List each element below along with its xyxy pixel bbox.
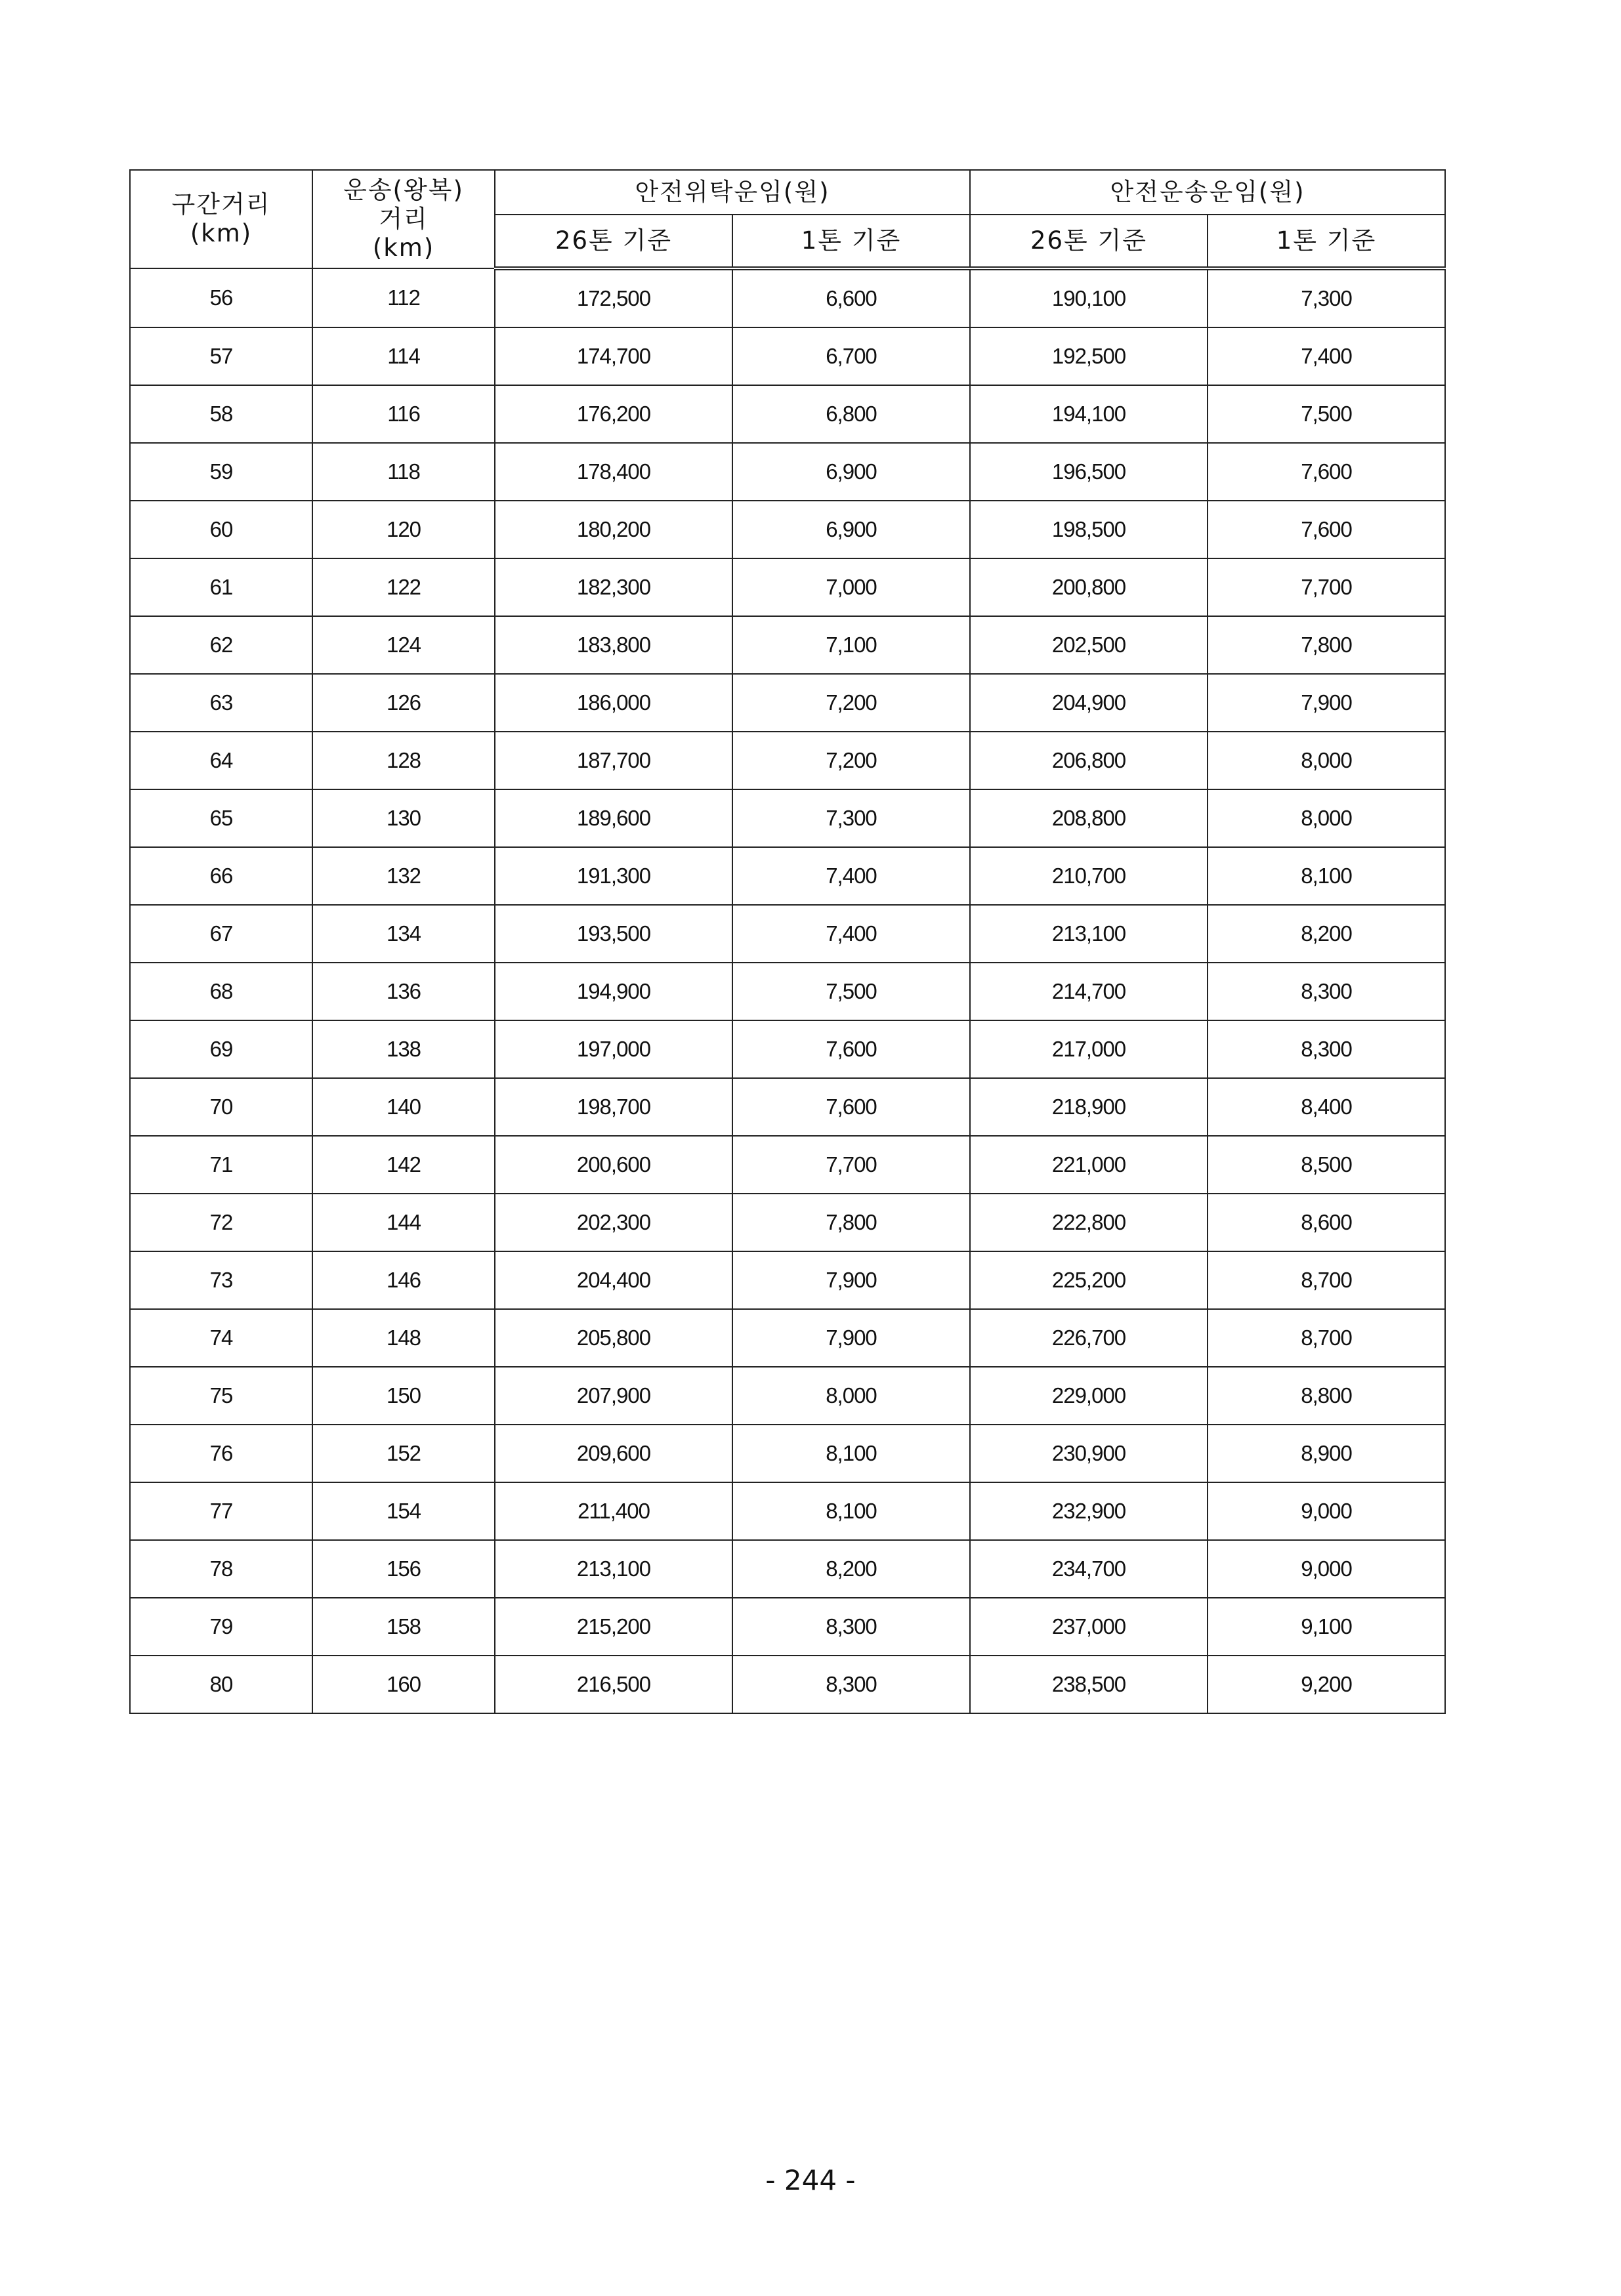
cell-transport-distance: 128 xyxy=(312,732,495,789)
cell-transport-1ton: 8,200 xyxy=(1208,905,1445,963)
cell-consignment-1ton: 7,800 xyxy=(732,1194,970,1251)
table-row xyxy=(130,1367,1445,1425)
table-row xyxy=(130,732,1445,789)
cell-consignment-26ton: 174,700 xyxy=(495,327,732,385)
cell-transport-1ton: 9,000 xyxy=(1208,1540,1445,1598)
cell-transport-distance: 158 xyxy=(312,1598,495,1656)
cell-transport-26ton: 229,000 xyxy=(970,1367,1208,1425)
cell-transport-1ton: 8,700 xyxy=(1208,1251,1445,1309)
header-section-distance-line1: 구간거리 xyxy=(171,190,271,219)
cell-transport-26ton: 238,500 xyxy=(970,1656,1208,1713)
table-row xyxy=(130,1251,1445,1309)
cell-consignment-26ton: 189,600 xyxy=(495,789,732,847)
header-section-distance-line2: (km) xyxy=(190,219,253,247)
cell-transport-1ton: 7,800 xyxy=(1208,616,1445,674)
page-number: - 244 - xyxy=(765,2164,856,2196)
cell-transport-26ton: 206,800 xyxy=(970,732,1208,789)
cell-consignment-26ton: 187,700 xyxy=(495,732,732,789)
cell-transport-26ton: 196,500 xyxy=(970,443,1208,501)
cell-transport-26ton: 237,000 xyxy=(970,1598,1208,1656)
cell-transport-distance: 152 xyxy=(312,1425,495,1482)
cell-consignment-26ton: 207,900 xyxy=(495,1367,732,1425)
table-row xyxy=(130,963,1445,1020)
cell-transport-distance: 160 xyxy=(312,1656,495,1713)
header-consignment-1ton: 1톤 기준 xyxy=(732,215,970,268)
cell-consignment-26ton: 211,400 xyxy=(495,1482,732,1540)
table-row xyxy=(130,616,1445,674)
cell-transport-26ton: 204,900 xyxy=(970,674,1208,732)
table-row xyxy=(130,385,1445,443)
cell-consignment-26ton: 172,500 xyxy=(495,268,732,327)
cell-transport-distance: 114 xyxy=(312,327,495,385)
cell-transport-1ton: 8,600 xyxy=(1208,1194,1445,1251)
cell-consignment-1ton: 6,800 xyxy=(732,385,970,443)
table-row xyxy=(130,1078,1445,1136)
table-row xyxy=(130,1482,1445,1540)
header-transport-26ton: 26톤 기준 xyxy=(970,215,1208,268)
cell-transport-distance: 154 xyxy=(312,1482,495,1540)
cell-transport-26ton: 221,000 xyxy=(970,1136,1208,1194)
cell-section-distance: 78 xyxy=(130,1540,312,1598)
cell-consignment-26ton: 215,200 xyxy=(495,1598,732,1656)
cell-transport-1ton: 7,900 xyxy=(1208,674,1445,732)
cell-consignment-1ton: 7,200 xyxy=(732,732,970,789)
cell-transport-distance: 140 xyxy=(312,1078,495,1136)
cell-section-distance: 73 xyxy=(130,1251,312,1309)
cell-transport-1ton: 8,300 xyxy=(1208,963,1445,1020)
cell-consignment-1ton: 6,600 xyxy=(732,268,970,327)
cell-section-distance: 74 xyxy=(130,1309,312,1367)
header-consignment-rate: 안전위탁운임(원) xyxy=(495,170,970,215)
cell-transport-26ton: 230,900 xyxy=(970,1425,1208,1482)
cell-transport-1ton: 8,900 xyxy=(1208,1425,1445,1482)
table-row xyxy=(130,847,1445,905)
cell-transport-26ton: 214,700 xyxy=(970,963,1208,1020)
cell-consignment-1ton: 8,200 xyxy=(732,1540,970,1598)
cell-transport-26ton: 218,900 xyxy=(970,1078,1208,1136)
cell-consignment-26ton: 191,300 xyxy=(495,847,732,905)
table-row xyxy=(130,1136,1445,1194)
cell-consignment-26ton: 176,200 xyxy=(495,385,732,443)
cell-consignment-26ton: 197,000 xyxy=(495,1020,732,1078)
cell-consignment-1ton: 8,300 xyxy=(732,1656,970,1713)
cell-transport-distance: 138 xyxy=(312,1020,495,1078)
table-row xyxy=(130,905,1445,963)
cell-transport-1ton: 9,200 xyxy=(1208,1656,1445,1713)
header-transport-distance xyxy=(312,170,495,268)
cell-consignment-26ton: 209,600 xyxy=(495,1425,732,1482)
cell-section-distance: 67 xyxy=(130,905,312,963)
cell-consignment-26ton: 198,700 xyxy=(495,1078,732,1136)
cell-transport-distance: 116 xyxy=(312,385,495,443)
cell-section-distance: 77 xyxy=(130,1482,312,1540)
cell-consignment-26ton: 178,400 xyxy=(495,443,732,501)
cell-transport-26ton: 232,900 xyxy=(970,1482,1208,1540)
table-row xyxy=(130,558,1445,616)
cell-transport-distance: 120 xyxy=(312,501,495,558)
cell-consignment-26ton: 200,600 xyxy=(495,1136,732,1194)
cell-transport-26ton: 234,700 xyxy=(970,1540,1208,1598)
cell-transport-26ton: 226,700 xyxy=(970,1309,1208,1367)
cell-consignment-1ton: 8,000 xyxy=(732,1367,970,1425)
cell-consignment-26ton: 194,900 xyxy=(495,963,732,1020)
cell-consignment-26ton: 186,000 xyxy=(495,674,732,732)
table-row xyxy=(130,1020,1445,1078)
cell-consignment-1ton: 7,000 xyxy=(732,558,970,616)
cell-transport-26ton: 213,100 xyxy=(970,905,1208,963)
cell-transport-1ton: 8,500 xyxy=(1208,1136,1445,1194)
cell-transport-distance: 156 xyxy=(312,1540,495,1598)
cell-transport-distance: 130 xyxy=(312,789,495,847)
cell-consignment-1ton: 6,900 xyxy=(732,443,970,501)
cell-section-distance: 76 xyxy=(130,1425,312,1482)
cell-transport-26ton: 198,500 xyxy=(970,501,1208,558)
cell-consignment-26ton: 216,500 xyxy=(495,1656,732,1713)
freight-rate-table xyxy=(129,169,1446,1714)
cell-transport-1ton: 8,100 xyxy=(1208,847,1445,905)
cell-transport-26ton: 225,200 xyxy=(970,1251,1208,1309)
cell-transport-1ton: 8,400 xyxy=(1208,1078,1445,1136)
cell-transport-1ton: 7,600 xyxy=(1208,443,1445,501)
cell-section-distance: 70 xyxy=(130,1078,312,1136)
cell-consignment-1ton: 7,200 xyxy=(732,674,970,732)
cell-section-distance: 61 xyxy=(130,558,312,616)
cell-consignment-26ton: 182,300 xyxy=(495,558,732,616)
cell-transport-1ton: 8,000 xyxy=(1208,732,1445,789)
table-header xyxy=(130,170,1445,268)
cell-transport-distance: 144 xyxy=(312,1194,495,1251)
cell-transport-distance: 134 xyxy=(312,905,495,963)
header-transport-distance-line1: 운송(왕복) xyxy=(343,176,464,204)
cell-consignment-1ton: 7,700 xyxy=(732,1136,970,1194)
table-row xyxy=(130,674,1445,732)
cell-consignment-1ton: 7,600 xyxy=(732,1020,970,1078)
cell-transport-1ton: 8,800 xyxy=(1208,1367,1445,1425)
cell-transport-26ton: 190,100 xyxy=(970,268,1208,327)
cell-consignment-26ton: 204,400 xyxy=(495,1251,732,1309)
cell-transport-1ton: 7,500 xyxy=(1208,385,1445,443)
cell-consignment-1ton: 8,100 xyxy=(732,1425,970,1482)
cell-section-distance: 64 xyxy=(130,732,312,789)
cell-transport-1ton: 8,700 xyxy=(1208,1309,1445,1367)
cell-consignment-26ton: 183,800 xyxy=(495,616,732,674)
cell-transport-1ton: 7,400 xyxy=(1208,327,1445,385)
table-row xyxy=(130,1598,1445,1656)
cell-transport-1ton: 9,000 xyxy=(1208,1482,1445,1540)
cell-section-distance: 79 xyxy=(130,1598,312,1656)
cell-section-distance: 68 xyxy=(130,963,312,1020)
cell-transport-26ton: 208,800 xyxy=(970,789,1208,847)
cell-transport-1ton: 9,100 xyxy=(1208,1598,1445,1656)
cell-transport-26ton: 222,800 xyxy=(970,1194,1208,1251)
cell-consignment-1ton: 8,100 xyxy=(732,1482,970,1540)
cell-section-distance: 65 xyxy=(130,789,312,847)
cell-transport-26ton: 200,800 xyxy=(970,558,1208,616)
cell-consignment-1ton: 8,300 xyxy=(732,1598,970,1656)
cell-consignment-26ton: 180,200 xyxy=(495,501,732,558)
cell-section-distance: 62 xyxy=(130,616,312,674)
header-transport-1ton: 1톤 기준 xyxy=(1208,215,1445,268)
cell-transport-distance: 148 xyxy=(312,1309,495,1367)
header-consignment-26ton: 26톤 기준 xyxy=(495,215,732,268)
header-transport-rate: 안전운송운임(원) xyxy=(970,170,1445,215)
table-row xyxy=(130,1309,1445,1367)
cell-consignment-1ton: 7,400 xyxy=(732,847,970,905)
cell-transport-26ton: 194,100 xyxy=(970,385,1208,443)
header-section-distance xyxy=(130,170,312,268)
cell-transport-distance: 122 xyxy=(312,558,495,616)
cell-consignment-26ton: 213,100 xyxy=(495,1540,732,1598)
cell-section-distance: 80 xyxy=(130,1656,312,1713)
cell-section-distance: 72 xyxy=(130,1194,312,1251)
cell-section-distance: 60 xyxy=(130,501,312,558)
table-body xyxy=(130,268,1445,1713)
cell-consignment-1ton: 7,100 xyxy=(732,616,970,674)
cell-transport-1ton: 7,700 xyxy=(1208,558,1445,616)
cell-section-distance: 57 xyxy=(130,327,312,385)
cell-transport-distance: 118 xyxy=(312,443,495,501)
cell-transport-1ton: 7,600 xyxy=(1208,501,1445,558)
cell-transport-1ton: 7,300 xyxy=(1208,268,1445,327)
cell-consignment-1ton: 6,900 xyxy=(732,501,970,558)
cell-consignment-1ton: 7,900 xyxy=(732,1309,970,1367)
cell-consignment-1ton: 7,900 xyxy=(732,1251,970,1309)
table-row xyxy=(130,789,1445,847)
cell-section-distance: 58 xyxy=(130,385,312,443)
cell-consignment-26ton: 193,500 xyxy=(495,905,732,963)
table-row xyxy=(130,1540,1445,1598)
cell-section-distance: 63 xyxy=(130,674,312,732)
cell-consignment-1ton: 7,500 xyxy=(732,963,970,1020)
cell-consignment-1ton: 7,300 xyxy=(732,789,970,847)
cell-section-distance: 71 xyxy=(130,1136,312,1194)
cell-consignment-1ton: 7,400 xyxy=(732,905,970,963)
cell-transport-distance: 126 xyxy=(312,674,495,732)
cell-section-distance: 66 xyxy=(130,847,312,905)
cell-transport-distance: 132 xyxy=(312,847,495,905)
cell-consignment-26ton: 205,800 xyxy=(495,1309,732,1367)
cell-section-distance: 56 xyxy=(130,268,312,327)
table-row xyxy=(130,1656,1445,1713)
table-row xyxy=(130,327,1445,385)
cell-section-distance: 75 xyxy=(130,1367,312,1425)
cell-transport-distance: 142 xyxy=(312,1136,495,1194)
table-row xyxy=(130,268,1445,327)
cell-transport-distance: 112 xyxy=(312,268,495,327)
header-transport-distance-line2: 거리 xyxy=(379,205,429,233)
table-row xyxy=(130,443,1445,501)
cell-transport-1ton: 8,000 xyxy=(1208,789,1445,847)
cell-consignment-1ton: 6,700 xyxy=(732,327,970,385)
table-row xyxy=(130,1425,1445,1482)
cell-transport-26ton: 217,000 xyxy=(970,1020,1208,1078)
header-transport-distance-line3: (km) xyxy=(372,234,435,262)
cell-transport-distance: 124 xyxy=(312,616,495,674)
cell-consignment-1ton: 7,600 xyxy=(732,1078,970,1136)
cell-section-distance: 59 xyxy=(130,443,312,501)
table-row xyxy=(130,1194,1445,1251)
cell-transport-1ton: 8,300 xyxy=(1208,1020,1445,1078)
cell-transport-distance: 136 xyxy=(312,963,495,1020)
cell-transport-26ton: 210,700 xyxy=(970,847,1208,905)
cell-transport-distance: 146 xyxy=(312,1251,495,1309)
cell-transport-26ton: 202,500 xyxy=(970,616,1208,674)
cell-consignment-26ton: 202,300 xyxy=(495,1194,732,1251)
cell-section-distance: 69 xyxy=(130,1020,312,1078)
table-row xyxy=(130,501,1445,558)
cell-transport-distance: 150 xyxy=(312,1367,495,1425)
cell-transport-26ton: 192,500 xyxy=(970,327,1208,385)
